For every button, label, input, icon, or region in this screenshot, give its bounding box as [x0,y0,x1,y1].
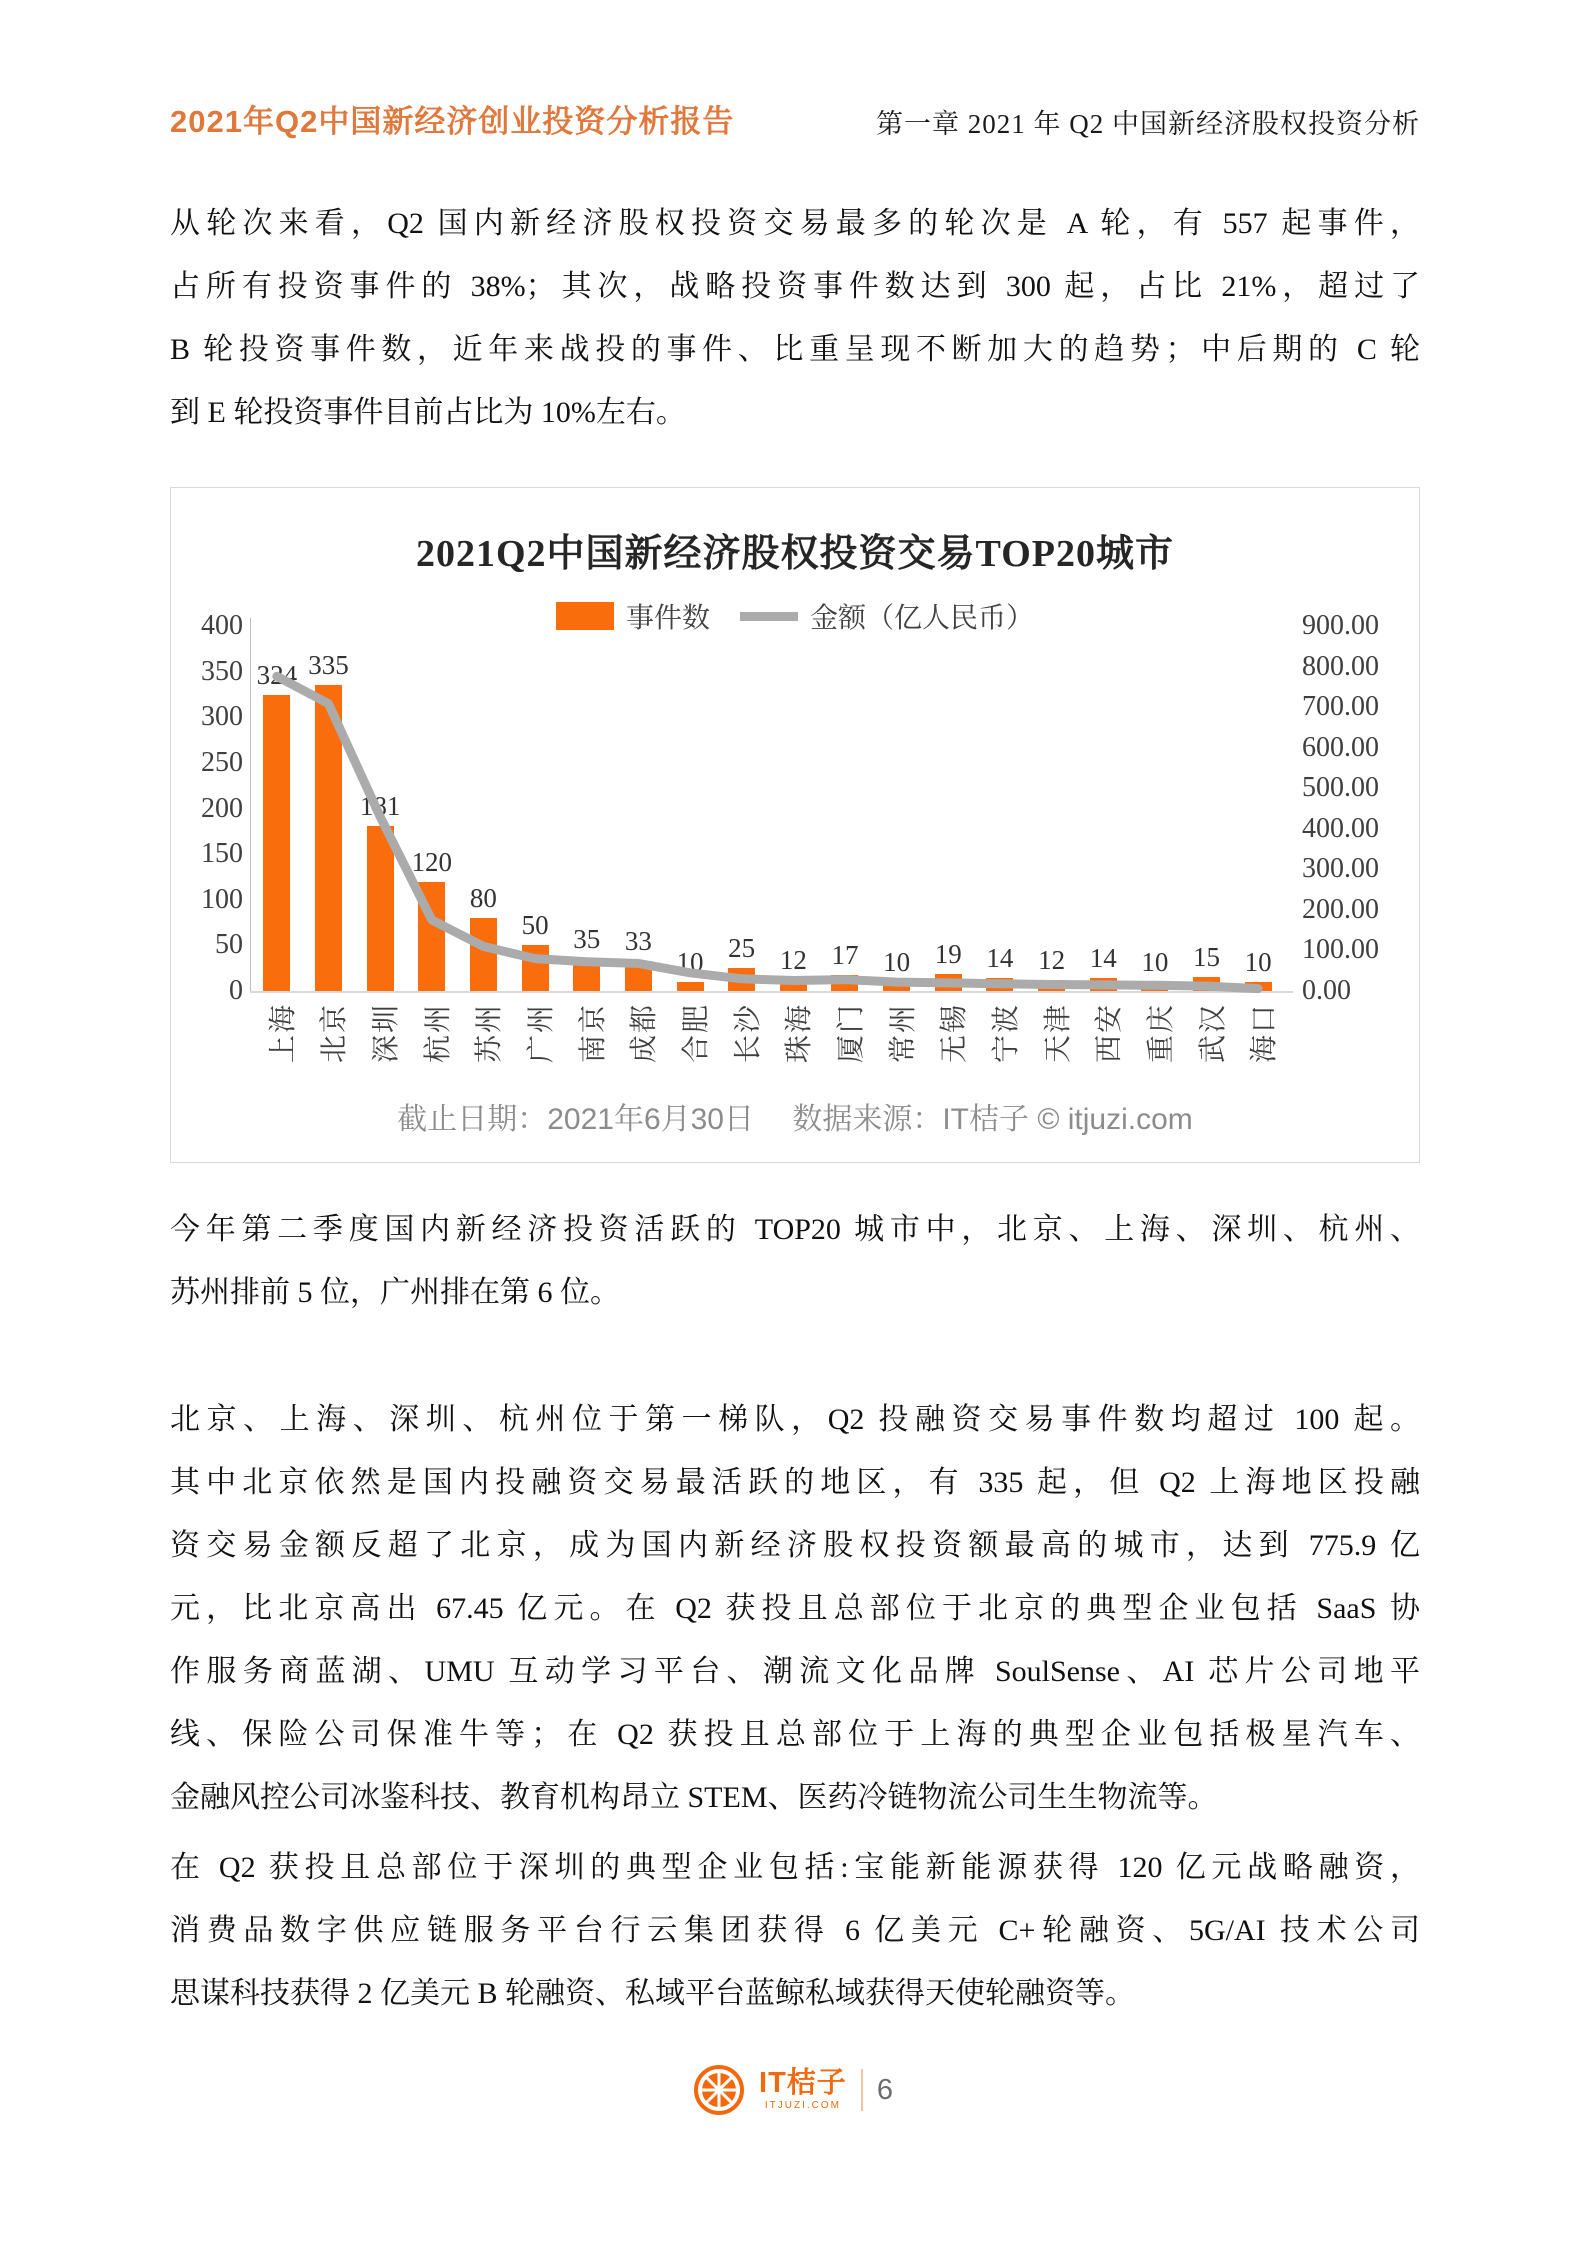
left-axis-tick: 400 [201,610,243,641]
bar-value-label: 12 [1038,945,1066,976]
bar-value-label: 10 [1141,946,1169,977]
bar-value-label: 19 [934,938,962,969]
right-axis-tick: 100.00 [1302,934,1379,966]
bar-value-label: 14 [1089,943,1117,974]
page-footer [0,2058,1586,2122]
paragraph-line: 苏州排前 5 位，广州排在第 6 位。 [170,1276,620,1309]
x-axis-label: 苏州 [474,1003,506,1064]
left-axis-tick: 200 [201,792,243,824]
logo-subtext: ITJUZI.COM [764,2100,841,2111]
paragraph-line: 北京、上海、深圳、杭州位于第一梯队，Q2 投融资交易事件数均超过 100 起。 [170,1403,1420,1436]
bar-value-label: 324 [256,660,298,691]
itjuzi-logo-icon [693,2064,745,2116]
right-axis-tick: 600.00 [1302,731,1379,763]
bar-value-label: 33 [624,925,652,956]
page-header [170,96,1420,141]
legend-label-events: 事件数 [625,603,710,634]
paragraph [170,1198,1420,1324]
left-axis-tick: 250 [201,746,243,778]
page-number: 6 [876,2073,893,2106]
right-axis-tick: 500.00 [1302,772,1379,804]
logo-text-block [759,2069,847,2111]
paragraph-line: 作服务商蓝湖、UMU 互动学习平台、潮流文化品牌 SoulSense、AI 芯片公司地平 [170,1655,1420,1688]
paragraph-line: 在 Q2 获投且总部位于深圳的典型企业包括:宝能新能源获得 120 亿元战略融资， [170,1851,1420,1884]
paragraph-line: B 轮投资事件数，近年来战投的事件、比重呈现不断加大的趋势；中后期的 C 轮 [170,333,1420,366]
x-axis-label: 南京 [577,1003,609,1064]
left-axis-tick: 0 [229,975,243,1006]
bar-value-label: 50 [521,910,549,941]
x-axis-label: 武汉 [1197,1003,1229,1064]
report-title: 2021年Q2中国新经济创业投资分析报告 [170,104,735,139]
bar-value-label: 25 [728,933,756,964]
x-axis-label: 深圳 [371,1003,403,1064]
paragraph-line: 今年第二季度国内新经济投资活跃的 TOP20 城市中，北京、上海、深圳、杭州、 [170,1213,1420,1246]
bar-value-label: 335 [308,650,349,681]
paragraph-line: 到 E 轮投资事件目前占比为 10%左右。 [170,396,686,429]
footer-divider [861,2069,863,2111]
right-axis-tick: 200.00 [1302,893,1379,925]
right-axis-tick: 700.00 [1302,691,1379,723]
legend-swatch-amount-icon [740,612,798,621]
left-axis-tick: 150 [201,838,243,870]
x-axis-label: 无锡 [939,1003,971,1064]
paragraph-line: 占所有投资事件的 38%；其次，战略投资事件数达到 300 起，占比 21%，超过了 [170,270,1420,303]
bar-value-label: 120 [411,846,453,877]
paragraph-line: 消费品数字供应链服务平台行云集团获得 6 亿美元 C+轮融资、5G/AI 技术公司 [170,1914,1420,1947]
paragraph-line: 元，比北京高出 67.45 亿元。在 Q2 获投且总部位于北京的典型企业包括 SaaS 协 [170,1592,1420,1625]
x-axis-label: 长沙 [732,1003,764,1064]
right-axis-tick: 800.00 [1302,650,1379,682]
paragraph-line: 线、保险公司保准牛等；在 Q2 获投且总部位于上海的典型企业包括极星汽车、 [170,1718,1420,1751]
bar-value-label: 10 [883,946,911,977]
chart-panel [170,487,1420,1163]
paragraph-line: 其中北京依然是国内投融资交易最活跃的地区，有 335 起，但 Q2 上海地区投融 [170,1466,1420,1499]
paragraph [170,1388,1420,1829]
legend-label-amount: 金额（亿人民币） [810,603,1035,634]
x-axis-label: 常州 [887,1003,919,1064]
x-axis-label: 广州 [526,1003,558,1064]
chart-title: 2021Q2中国新经济股权投资交易TOP20城市 [416,533,1174,575]
chapter-title: 第一章 2021 年 Q2 中国新经济股权投资分析 [876,109,1420,139]
bar-value-label: 35 [573,924,601,955]
paragraph-line: 金融风控公司冰鉴科技、教育机构昂立 STEM、医药冷链物流公司生生物流等。 [170,1781,1218,1814]
x-axis-label: 合肥 [681,1003,713,1064]
left-axis-tick: 300 [201,701,243,733]
x-axis-label: 西安 [1094,1003,1126,1064]
paragraph-line: 从轮次来看，Q2 国内新经济股权投资交易最多的轮次是 A 轮，有 557 起事件， [170,207,1420,240]
x-axis-label: 成都 [629,1003,661,1064]
left-axis-tick: 350 [201,655,243,687]
x-axis-label: 珠海 [784,1003,816,1064]
x-axis-label: 厦门 [835,1003,867,1064]
right-axis-tick: 400.00 [1302,812,1379,844]
right-axis-tick: 300.00 [1302,853,1379,885]
x-axis-label: 重庆 [1145,1003,1177,1064]
bar-value-label: 14 [986,943,1014,974]
left-axis-tick: 50 [215,929,243,961]
paragraph [170,192,1420,444]
x-axis-label: 杭州 [422,1003,454,1064]
logo-text: IT桔子 [759,2067,847,2099]
paragraph-line: 资交易金额反超了北京，成为国内新经济股权投资额最高的城市，达到 775.9 亿 [170,1529,1420,1562]
bar-value-label: 17 [831,940,859,971]
bar-value-label: 80 [469,883,497,913]
amount-line [251,626,1284,991]
x-axis-label: 北京 [319,1003,351,1064]
x-axis-label: 海口 [1249,1003,1281,1064]
bar-value-label: 12 [779,945,807,976]
x-axis-label: 天津 [1042,1003,1074,1064]
paragraph-line: 思谋科技获得 2 亿美元 B 轮融资、私域平台蓝鲸私域获得天使轮融资等。 [170,1977,1136,2010]
x-axis-line [250,991,1293,993]
right-axis-tick: 0.00 [1302,975,1351,1006]
x-axis-label: 上海 [267,1003,299,1064]
bar-value-label: 10 [676,946,704,977]
chart-footnote: 截止日期：2021年6月30日 数据来源：IT桔子 © itjuzi.com [397,1103,1193,1136]
bar-value-label: 181 [359,790,401,821]
paragraph [170,1836,1420,2025]
x-axis-label: 宁波 [990,1003,1022,1064]
left-axis-tick: 100 [201,883,243,915]
right-axis-tick: 900.00 [1302,610,1379,641]
bar-value-label: 10 [1244,946,1272,977]
bar-value-label: 15 [1193,942,1221,973]
